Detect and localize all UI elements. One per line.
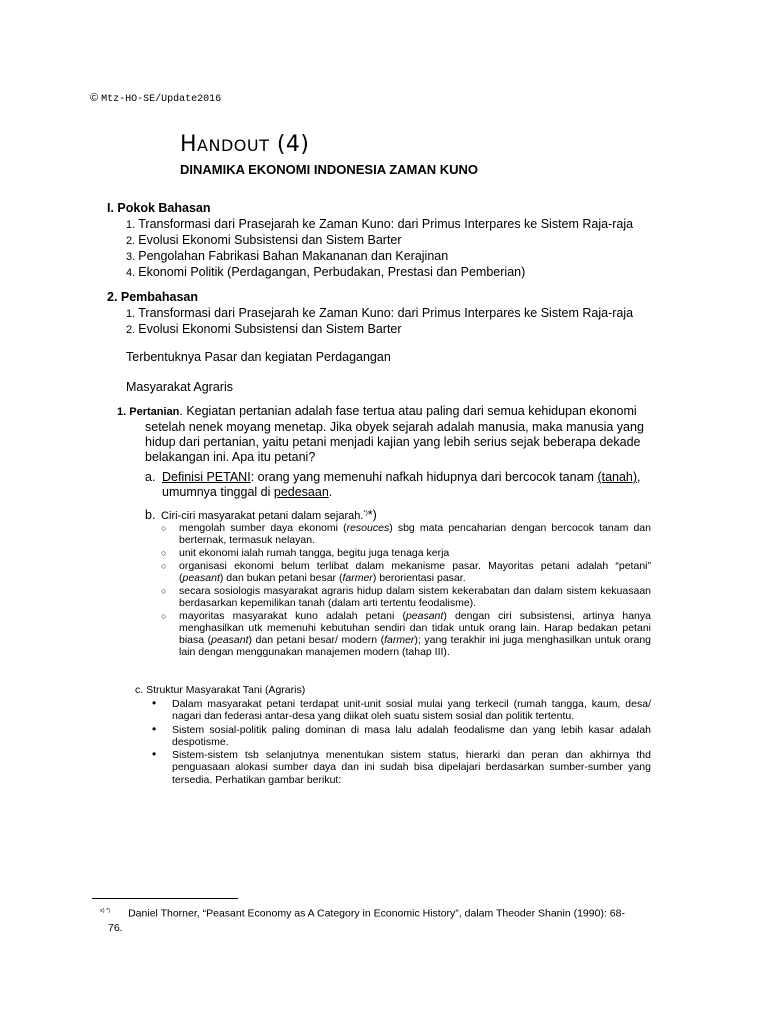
title-number: (4) <box>269 132 310 157</box>
circle-bullet-icon: ○ <box>161 548 167 558</box>
footnote: $^{x) *)}$ Daniel Thorner, “Peasant Economy as A Category in Economic History”, dalam Theoder Shanin (1990): 68- 76. <box>100 907 625 934</box>
footnote-separator <box>92 898 238 899</box>
list-item: • Sistem sosial-politik paling dominan di masa lalu adalah feodalisme dan yang lebih kasar adalah despotisme. <box>152 721 651 748</box>
bullet-icon: • <box>152 721 157 736</box>
definisi-petani: a. Definisi PETANI: orang yang memenuhi nafkah hidupnya dari bercocok tanam (tanah), umumnya tinggal di pedesaan. <box>145 470 641 499</box>
list-item: 1. Transformasi dari Prasejarah ke Zaman Kuno: dari Primus Interpares ke Sistem Raja-raja <box>126 306 634 320</box>
list-item: • Dalam masyarakat petani terdapat unit-unit sosial mulai yang terkecil (rumah tangga, kaum, desa/ nagari dan federasi antar-desa yang diikat oleh suatu sistem sosial dan politik tertentu. <box>152 696 651 723</box>
document-code-text: Mtz-HO-SE/Update2016 <box>101 94 222 105</box>
pertanian-lead: Pertanian <box>129 406 180 418</box>
page-title <box>180 132 310 157</box>
list-item: 2. Evolusi Ekonomi Subsistensi dan Sistem Barter <box>126 322 402 336</box>
footnote-mark: x) *) <box>100 908 111 914</box>
bullet-icon: • <box>152 696 157 710</box>
list-item: ○ unit ekonomi ialah rumah tangga, begitu juga tenaga kerja <box>161 547 450 559</box>
pertanian-paragraph: 1. Pertanian. Kegiatan pertanian adalah fase tertua atau paling dari semua kehidupan ekonomi setelah nenek moyang menetap. Jika obyek sejarah adalah manusia, maka manusia yang hidup dari pertanian, yaitu petani menjadi kajian yang lebih serius sejak beberapa dekade belakangan ini. Apa itu petani? <box>117 404 657 465</box>
circle-bullet-icon: ○ <box>161 561 167 571</box>
section-heading-pembahasan: 2. Pembahasan <box>107 290 199 304</box>
pembahasan-list <box>126 306 633 338</box>
footnote-ref: *) <box>363 510 368 517</box>
definisi-term: Definisi PETANI <box>162 470 251 484</box>
list-item: 4. Ekonomi Politik (Perdagangan, Perbudakan, Prestasi dan Pemberian) <box>126 265 526 279</box>
circle-bullet-icon: ○ <box>161 523 167 533</box>
list-item: ○ organisasi ekonomi belum terlibat dalam mekanisme pasar. Mayoritas petani adalah “petani” (peasant) dan bukan petani besar (farmer) berorientasi pasar. <box>161 560 651 584</box>
list-item: ○ mengolah sumber daya ekonomi (resouces) sbg mata pencaharian dengan bercocok tanam dan berternak, termasuk nelayan. <box>161 522 651 546</box>
list-item: ○ secara sosiologis masyarakat agraris hidup dalam sistem kekerabatan dan dalam sistem kekuasaan berdasarkan kepemilikan tanah (dalam arti tertentu feodalisme). <box>161 585 651 609</box>
page-subtitle: DINAMIKA EKONOMI INDONESIA ZAMAN KUNO <box>180 162 479 177</box>
list-item: ○ mayoritas masyarakat kuno adalah petani (peasant) dengan ciri subsistensi, artinya hanya menghasilkan utk memenuhi kebutuhan sendiri dan tidak untuk orang lain. Harap bedakan petani biasa (peasant) dan petani besar/ modern (farmer); yang terakhir ini juga menghasilkan untuk orang lain dengan menggunakan manajemen modern (tahap III). <box>161 610 652 658</box>
bullet-icon: • <box>152 747 157 762</box>
circle-bullet-icon: ○ <box>161 611 167 621</box>
pertanian-continuation: setelah nenek moyang menetap. Jika obyek sejarah adalah manusia, maka manusia yang hidup dari pertanian, yaitu petani menjadi kajian yang lebih serius sejak beberapa dekade belakangan ini. Apa itu petani? <box>145 420 644 464</box>
struktur-heading: c. Struktur Masyarakat Tani (Agraris) <box>135 684 306 696</box>
struktur-list <box>150 698 651 787</box>
document-code <box>90 92 221 105</box>
ciri-ciri-list <box>161 522 651 659</box>
line-agraris: Masyarakat Agraris <box>126 380 233 394</box>
circle-bullet-icon: ○ <box>161 586 167 596</box>
line-pasar: Terbentuknya Pasar dan kegiatan Perdagangan <box>126 350 391 364</box>
list-item: 3. Pengolahan Fabrikasi Bahan Makananan dan Kerajinan <box>126 249 449 263</box>
copyright-symbol: © <box>90 92 99 104</box>
list-item: 1. Transformasi dari Prasejarah ke Zaman Kuno: dari Primus Interpares ke Sistem Raja-raja <box>126 217 634 231</box>
list-item: • Sistem-sistem tsb selanjutnya menentukan sistem status, hierarki dan peran dan akhirnya thd penguasaan alokasi sumber daya dan ini sudah bisa dipelajari berdasarkan sumber-sumber yang tersedia. Perhatikan gambar berikut: <box>152 747 651 786</box>
title-rest: ANDOUT <box>197 136 270 155</box>
ciri-ciri-heading: b. Ciri-ciri masyarakat petani dalam sejarah.*)*) <box>145 508 377 522</box>
title-initial: H <box>180 132 198 157</box>
list-item: 2. Evolusi Ekonomi Subsistensi dan Sistem Barter <box>126 233 402 247</box>
section-heading-pokok-bahasan: I. Pokok Bahasan <box>107 201 211 215</box>
pokok-bahasan-list <box>126 217 633 281</box>
